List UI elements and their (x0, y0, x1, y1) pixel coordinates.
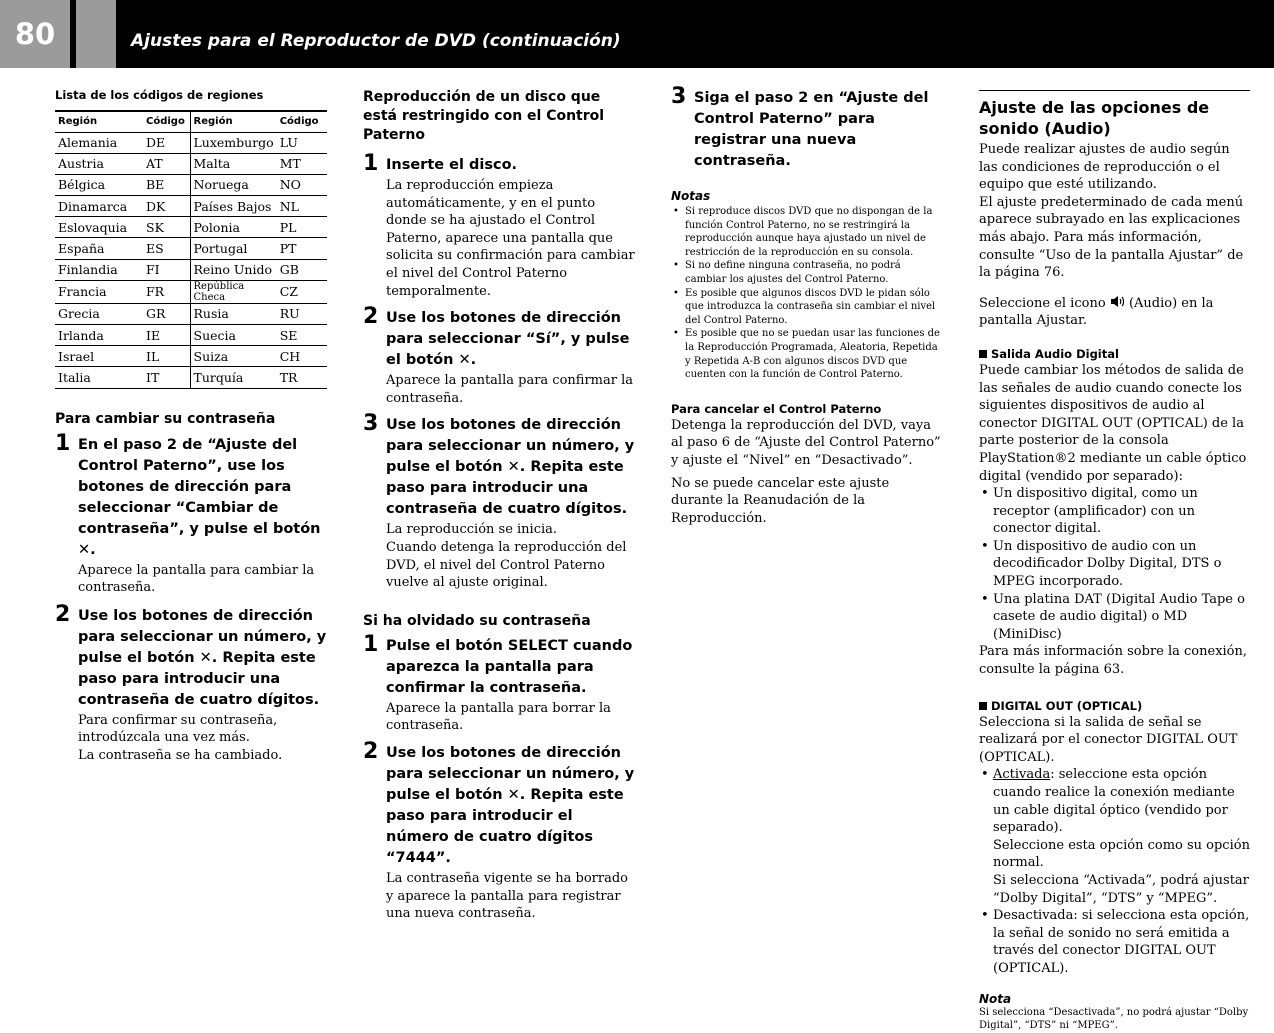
notes-list (671, 205, 943, 382)
table-cell: Polonia (190, 217, 277, 238)
table-cell: NO (277, 174, 327, 195)
table-cell: IL (143, 346, 190, 367)
step-body: Aparece la pantalla para borrar la contraseña. (386, 700, 611, 734)
digital-output-title (979, 347, 1250, 362)
cancel-body: Detenga la reproducción del DVD, vaya al paso 6 de “Ajuste del Control Paterno” y ajuste el “Nivel” en “Desactivado”. (671, 417, 941, 468)
step-3 (363, 411, 635, 591)
table-row (55, 367, 327, 388)
table-cell: Finlandia (55, 259, 143, 280)
region-table-title: Lista de los códigos de regiones (55, 88, 264, 102)
table-header: Código (143, 111, 190, 132)
select-text-post: (Audio) en la pantalla Ajustar. (979, 295, 1214, 329)
list-item: • Un dispositivo de audio con un decodificador Dolby Digital, DTS o MPEG incorporado. (979, 538, 1250, 591)
table-row (55, 303, 327, 324)
square-bullet-icon (979, 702, 987, 710)
optical-title (979, 699, 1250, 714)
step-1 (55, 430, 330, 597)
table-cell: TR (277, 367, 327, 388)
step-body: Cuando detenga la reproducción del DVD, el nivel del Control Paterno vuelve al ajuste original. (386, 539, 627, 591)
step-title: Use los botones de dirección para seleccionar un número, y pulse el botón ✕. Repita este paso para introducir una contraseña de cuatro dígitos. (78, 607, 327, 708)
table-cell: Reino Unido (190, 259, 277, 280)
table-row (55, 280, 327, 303)
option-text: Si selecciona “Activada”, podrá ajustar “Dolby Digital”, “DTS” y “MPEG”. (993, 872, 1249, 906)
section-rule (979, 90, 1250, 91)
table-cell: Luxemburgo (190, 132, 277, 153)
step-body: La reproducción empieza automáticamente, y en el punto donde se ha ajustado el Control Paterno, aparece una pantalla que solicita su confirmación para cambiar el nivel del Control Paterno temporalmente. (386, 178, 635, 299)
step-number: 3 (363, 411, 379, 437)
step-title: Use los botones de dirección para seleccionar un número, y pulse el botón ✕. Repita este paso para introducir el número de cuatro dígitos “7444”. (386, 744, 635, 866)
cancel-title: Para cancelar el Control Paterno (671, 401, 882, 416)
table-cell: SK (143, 217, 190, 238)
table-cell: LU (277, 132, 327, 153)
speaker-icon (1110, 296, 1125, 311)
option-text: : seleccione esta opción cuando realice la conexión mediante un cable digital óptico (vendido por separado). (993, 767, 1235, 836)
step-number: 1 (55, 430, 71, 456)
step-2 (363, 738, 635, 923)
step-body: La contraseña se ha cambiado. (78, 747, 283, 763)
table-row (55, 217, 327, 238)
table-cell: RU (277, 303, 327, 324)
step-1 (363, 631, 635, 735)
table-cell: Irlanda (55, 325, 143, 346)
digital-output-label: Salida Audio Digital (991, 346, 1119, 361)
note-item: • Es posible que no se puedan usar las funciones de la Reproducción Programada, Aleatoria, Repetida y Repetida A-B con algunos discos DVD que cuenten con la función de Control Paterno. (671, 327, 943, 381)
step-title: Inserte el disco. (386, 157, 518, 173)
table-cell: Austria (55, 153, 143, 174)
digital-more-info: Para más información sobre la conexión, consulte la página 63. (979, 644, 1248, 678)
table-header: Región (55, 111, 143, 132)
table-cell: SE (277, 325, 327, 346)
section-title-forgot-password: Si ha olvidado su contraseña (363, 612, 591, 629)
table-cell: Bélgica (55, 174, 143, 195)
table-cell: MT (277, 153, 327, 174)
table-row (55, 238, 327, 259)
table-cell: PT (277, 238, 327, 259)
table-cell: GB (277, 259, 327, 280)
select-audio-instruction (979, 295, 1250, 330)
table-cell: Países Bajos (190, 196, 277, 217)
step-number: 2 (363, 738, 379, 764)
table-cell: Eslovaquia (55, 217, 143, 238)
table-cell: FI (143, 259, 190, 280)
table-cell: República Checa (190, 280, 277, 303)
digital-devices-list (979, 485, 1250, 643)
table-row (55, 174, 327, 195)
page-title: Ajustes para el Reproductor de DVD (continuación) (131, 31, 621, 51)
default-option-label: Activada (993, 767, 1051, 783)
step-body: Aparece la pantalla para cambiar la contraseña. (78, 562, 315, 596)
digital-output-body: Puede cambiar los métodos de salida de las señales de audio cuando conecte los siguientes dispositivos de audio al conector DIGITAL OUT (OPTICAL) de la parte posterior de la consola PlayStation®2 mediante un cable óptico digital (vendido por separado): (979, 362, 1247, 484)
table-header: Código (277, 111, 327, 132)
header-gray-block (76, 0, 116, 68)
column-4 (979, 90, 1250, 1033)
table-cell: Suiza (190, 346, 277, 367)
step-body: La contraseña vigente se ha borrado y aparece la pantalla para registrar una nueva contraseña. (386, 870, 628, 922)
table-cell: NL (277, 196, 327, 217)
list-item: • Una platina DAT (Digital Audio Tape o casete de audio digital) o MD (MiniDisc) (979, 591, 1250, 644)
optical-body: Selecciona si la salida de señal se realizará por el conector DIGITAL OUT (OPTICAL). (979, 714, 1238, 765)
table-cell: CZ (277, 280, 327, 303)
select-text-pre: Seleccione el icono (979, 295, 1106, 311)
table-row (55, 259, 327, 280)
table-cell: CH (277, 346, 327, 367)
nota-title: Nota (979, 991, 1012, 1006)
step-2 (363, 304, 635, 407)
table-cell: FR (143, 280, 190, 303)
table-cell: IE (143, 325, 190, 346)
table-cell: España (55, 238, 143, 259)
table-header-row (55, 111, 327, 132)
table-cell: Noruega (190, 174, 277, 195)
region-table (55, 110, 327, 389)
table-cell: PL (277, 217, 327, 238)
option-text: Seleccione esta opción como su opción normal. (993, 837, 1250, 871)
list-item: • Un dispositivo digital, como un receptor (amplificador) con un conector digital. (979, 485, 1250, 538)
table-cell: DK (143, 196, 190, 217)
step-body: Para confirmar su contraseña, introdúzcala una vez más. (78, 712, 278, 746)
step-body: Aparece la pantalla para confirmar la contraseña. (386, 373, 633, 406)
step-body: La reproducción se inicia. (386, 522, 558, 538)
table-cell: Israel (55, 346, 143, 367)
table-cell: Grecia (55, 303, 143, 324)
section-title-restricted-disc: Reproducción de un disco que está restringido con el Control Paterno (363, 89, 605, 143)
table-cell: Portugal (190, 238, 277, 259)
column-2 (363, 88, 635, 923)
table-cell: Turquía (190, 367, 277, 388)
table-cell: ES (143, 238, 190, 259)
table-cell: AT (143, 153, 190, 174)
table-header: Región (190, 111, 277, 132)
table-row (55, 346, 327, 367)
step-number: 1 (363, 151, 379, 176)
note-item: • Si reproduce discos DVD que no dispongan de la función Control Paterno, no se restringirá la reproducción aunque haya ajustado un nivel de restricción de la reproducción en su consola. (671, 205, 943, 259)
cancel-note: No se puede cancelar este ajuste durante la Reanudación de la Reproducción. (671, 475, 890, 526)
note-item: • Si no define ninguna contraseña, no podrá cambiar los ajustes del Control Paterno. (671, 259, 943, 286)
table-cell: Rusia (190, 303, 277, 324)
list-item (979, 766, 1250, 907)
table-cell: Italia (55, 367, 143, 388)
page-number: 80 (0, 0, 70, 68)
table-cell: Alemania (55, 132, 143, 153)
step-3 (671, 84, 943, 172)
notes-title: Notas (671, 189, 711, 203)
section-title-change-password: Para cambiar su contraseña (55, 410, 276, 427)
step-title: Use los botones de dirección para seleccionar “Sí”, y pulse el botón ✕. (386, 310, 630, 369)
column-3 (671, 84, 943, 527)
table-row (55, 196, 327, 217)
optical-label: DIGITAL OUT (OPTICAL) (991, 698, 1143, 713)
optical-options-list (979, 766, 1250, 977)
table-cell: Francia (55, 280, 143, 303)
step-title: En el paso 2 de “Ajuste del Control Paterno”, use los botones de dirección para seleccionar “Cambiar de contraseña”, y pulse el botón ✕. (78, 436, 321, 558)
table-row (55, 132, 327, 153)
nota-body: Si selecciona “Desactivada”, no podrá ajustar “Dolby Digital”, “DTS” ni “MPEG”. (979, 1006, 1249, 1032)
step-title: Siga el paso 2 en “Ajuste del Control Paterno” para registrar una nueva contraseña. (694, 90, 929, 169)
audio-intro: Puede realizar ajustes de audio según las condiciones de reproducción o el equipo que esté utilizando. (979, 142, 1230, 193)
table-cell: DE (143, 132, 190, 153)
table-cell: GR (143, 303, 190, 324)
column-1 (55, 88, 330, 765)
audio-section-title: Ajuste de las opciones de sonido (Audio) (979, 98, 1210, 138)
step-2 (55, 601, 330, 765)
step-number: 2 (55, 601, 71, 627)
table-row (55, 153, 327, 174)
square-bullet-icon (979, 350, 987, 358)
audio-intro-2: El ajuste predeterminado de cada menú aparece subrayado en las explicaciones más abajo. Para más información, consulte “Uso de la pantalla Ajustar” de la página 76. (979, 194, 1244, 281)
list-item: • Desactivada: si selecciona esta opción, la señal de sonido no será emitida a través del conector DIGITAL OUT (OPTICAL). (979, 907, 1250, 977)
table-cell: IT (143, 367, 190, 388)
table-cell: Dinamarca (55, 196, 143, 217)
step-title: Use los botones de dirección para seleccionar un número, y pulse el botón ✕. Repita este paso para introducir una contraseña de cuatro dígitos. (386, 417, 635, 518)
step-number: 2 (363, 304, 379, 330)
note-item: • Es posible que algunos discos DVD le pidan sólo que introduzca la contraseña sin cambiar el nivel del Control Paterno. (671, 287, 943, 328)
step-number: 1 (363, 631, 379, 657)
step-number: 3 (671, 84, 687, 109)
step-1 (363, 151, 635, 300)
table-cell: Suecia (190, 325, 277, 346)
table-cell: Malta (190, 153, 277, 174)
table-row (55, 325, 327, 346)
step-title: Pulse el botón SELECT cuando aparezca la pantalla para confirmar la contraseña. (386, 637, 633, 696)
table-cell: BE (143, 174, 190, 195)
